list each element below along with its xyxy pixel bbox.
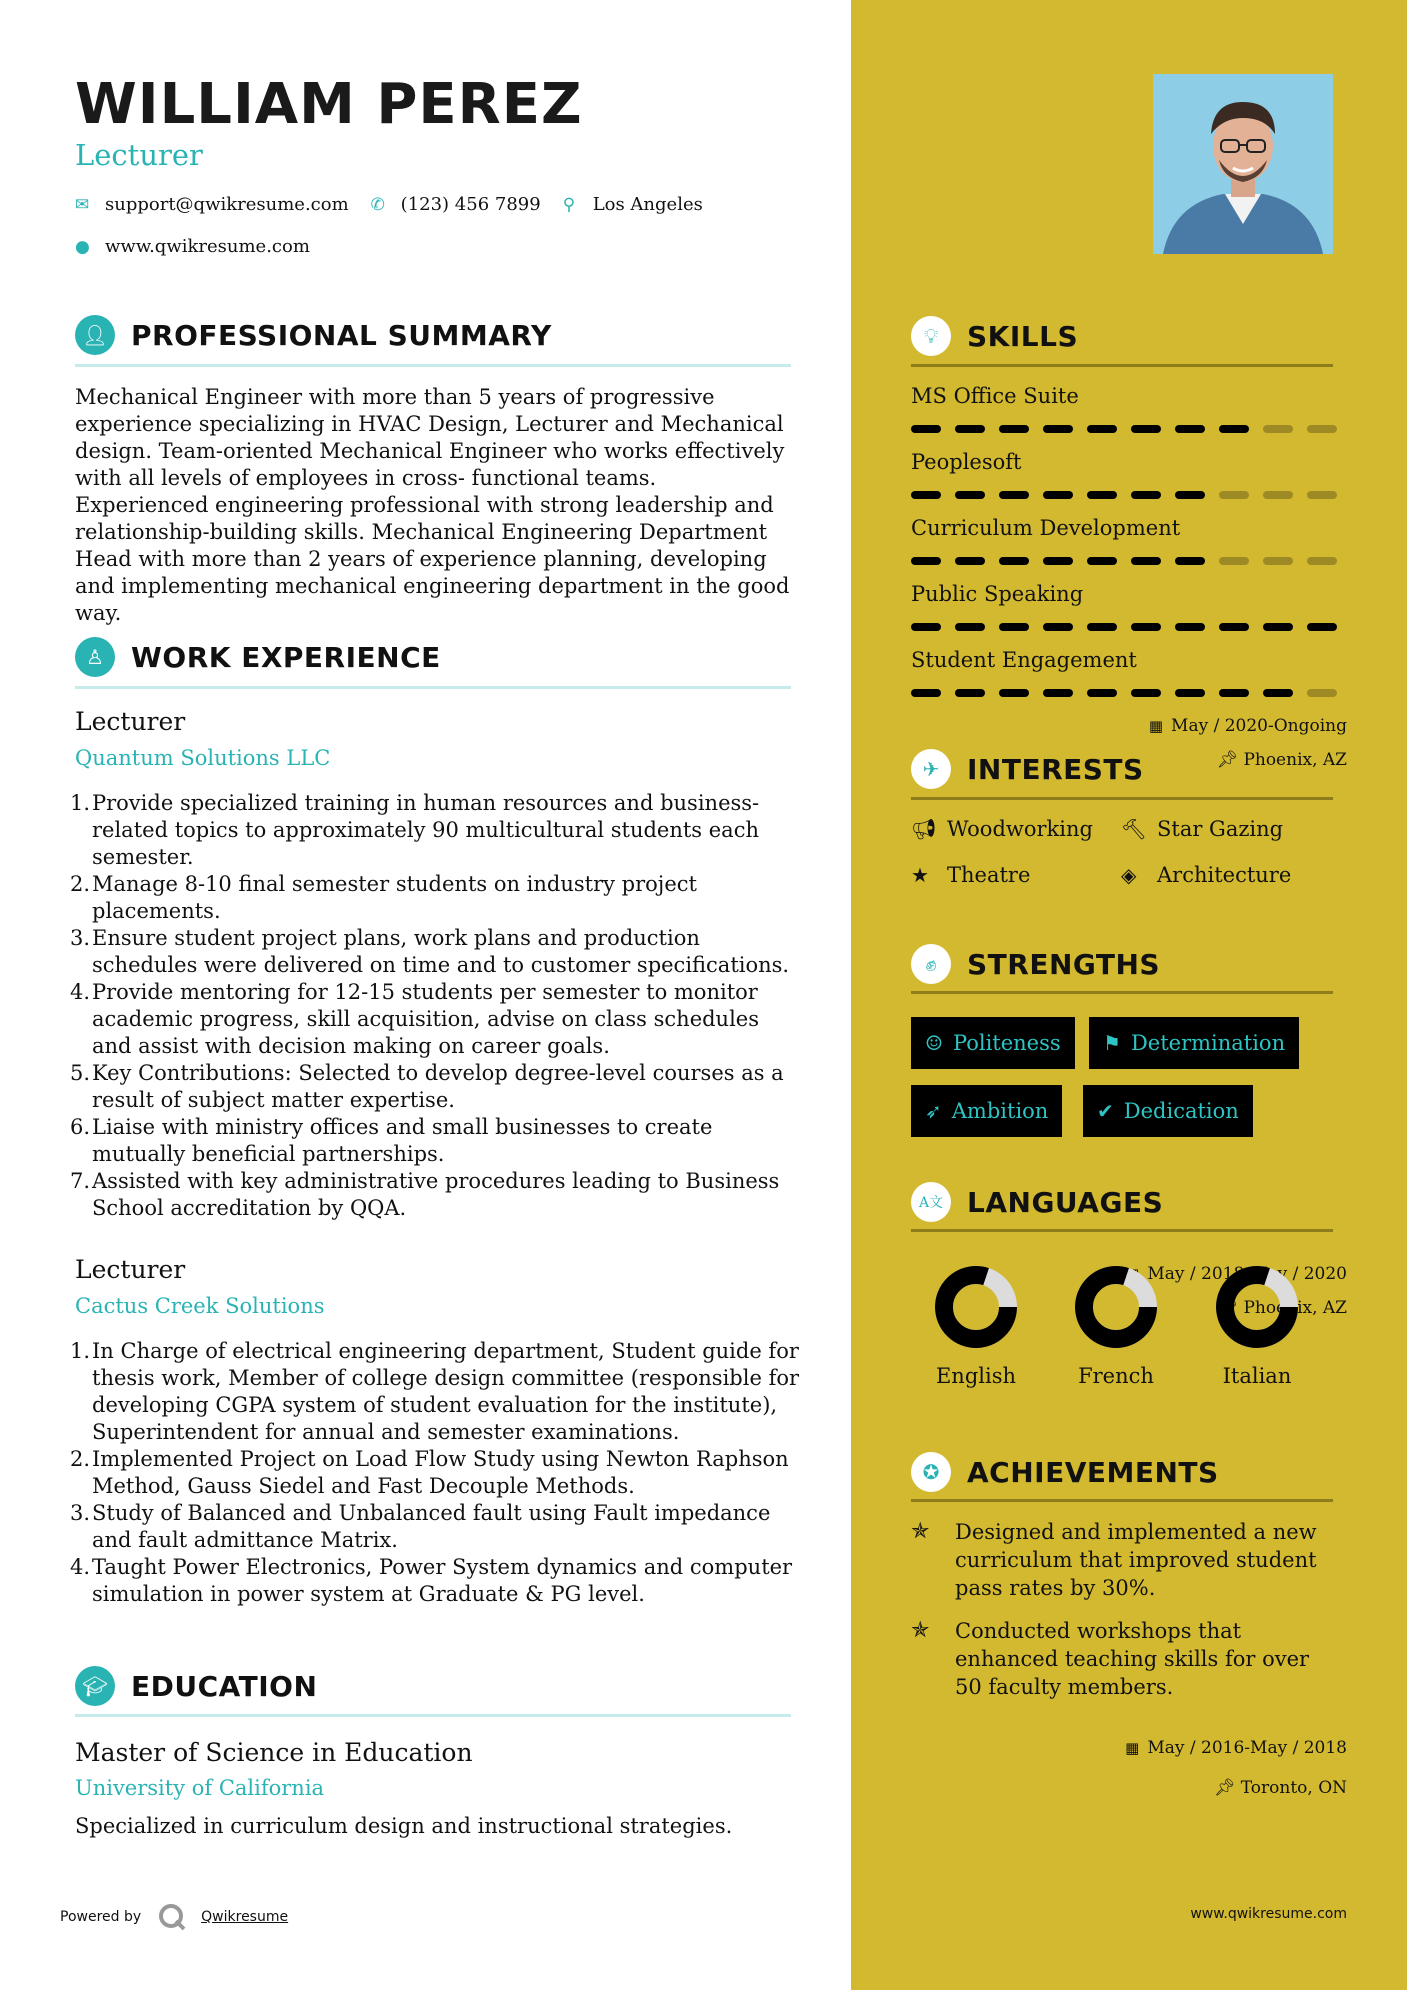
- skill-rating-dash: [911, 425, 941, 433]
- globe-icon: ●: [75, 236, 90, 257]
- interest-item: 📢︎ Woodworking: [911, 817, 1093, 841]
- award-star-icon: ✪: [911, 1452, 951, 1492]
- calendar-icon: ▦: [1125, 1265, 1140, 1283]
- chair-icon: ♙: [75, 637, 115, 677]
- list-item: 4. Taught Power Electronics, Power System dynamics and computer simulation in power system at Graduate & PG level.: [70, 1555, 793, 1606]
- skill-rating-dash: [911, 491, 941, 499]
- skill-rating-dash: [1219, 623, 1249, 631]
- job-bullets: [70, 1338, 800, 1608]
- skill-rating-dash: [1263, 623, 1293, 631]
- language-label: Italian: [1222, 1364, 1292, 1388]
- phone-icon: ✆: [370, 194, 385, 215]
- skill-rating-dash: [1219, 557, 1249, 565]
- language-donut: [1051, 1262, 1181, 1388]
- skill-rating-dash: [1263, 425, 1293, 433]
- interests-divider: [911, 797, 1333, 800]
- ticket-icon: ◈: [1121, 863, 1137, 887]
- shooting-star-icon: ✯: [911, 1618, 930, 1643]
- strength-chip: ✔ Dedication: [1083, 1085, 1253, 1137]
- languages-divider: [911, 1229, 1333, 1232]
- skill-rating-dash: [1307, 425, 1337, 433]
- skill-rating-dash: [955, 689, 985, 697]
- job-date: ▦ May / 2018-May / 2020: [1125, 1264, 1347, 1284]
- skill-rating-dash: [1087, 491, 1117, 499]
- achievements-heading: ✪ ACHIEVEMENTS: [911, 1452, 1219, 1492]
- education-heading: 🎓︎ EDUCATION: [75, 1666, 317, 1706]
- skill-rating-dash: [1175, 491, 1205, 499]
- strength-chip: ⚑ Determination: [1089, 1017, 1299, 1069]
- experience-heading: ♙ WORK EXPERIENCE: [75, 637, 441, 677]
- skill-rating-dash: [911, 623, 941, 631]
- skill-rating-dash: [1219, 425, 1249, 433]
- skill-rating-dash: [1307, 623, 1337, 631]
- education-description: Specialized in curriculum design and instructional strategies.: [75, 1814, 733, 1838]
- skills-heading: 💡︎ SKILLS: [911, 316, 1078, 356]
- list-item: 2. Implemented Project on Load Flow Study using Newton Raphson Method, Gauss Siedel and Fast Decouple Methods.: [70, 1447, 789, 1498]
- skill-rating-dash: [955, 557, 985, 565]
- achievement-item: ✯ Designed and implemented a new curriculum that improved student pass rates by 30%.: [911, 1519, 1317, 1600]
- summary-divider: [75, 364, 791, 367]
- check-circle-icon: ✔: [1097, 1099, 1114, 1123]
- shooting-star-icon: ✯: [911, 1519, 930, 1544]
- strength-chip: ➶ Ambition: [911, 1085, 1062, 1137]
- strengths-heading: ✊︎ STRENGTHS: [911, 944, 1160, 984]
- education-location: 📌︎ Toronto, ON: [1213, 1778, 1347, 1798]
- skill-rating-dash: [1175, 425, 1205, 433]
- email-icon: ✉: [75, 194, 90, 215]
- interests-heading: ✈ INTERESTS: [911, 749, 1144, 789]
- skill-rating: [911, 623, 1351, 631]
- skill-rating-dash: [999, 689, 1029, 697]
- summary-text: Mechanical Engineer with more than 5 years of progressive experience specializing in HVAC Design, Lecturer and Mechanical design. Team-oriented Mechanical Engineer who works effectively with all levels of employees in cross- functional teams. Experienced engineering professional with strong leadership and relationship-building skills. Mechanical Engineering Department Head with more than 2 years of experience planning, developing and implementing mechanical engineering department in the good way.: [75, 385, 790, 625]
- contact-email[interactable]: support@qwikresume.com: [105, 194, 349, 215]
- skill-rating-dash: [999, 491, 1029, 499]
- user-icon: 👤︎: [75, 315, 115, 355]
- skill-rating-dash: [1131, 623, 1161, 631]
- experience-divider: [75, 686, 791, 689]
- skill-rating-dash: [999, 425, 1029, 433]
- skill-rating-dash: [1087, 425, 1117, 433]
- skill-rating-dash: [1043, 623, 1073, 631]
- skill-rating-dash: [999, 623, 1029, 631]
- skill-rating-dash: [1043, 425, 1073, 433]
- graduate-icon: 🎓︎: [75, 1666, 115, 1706]
- skill-rating: [911, 689, 1351, 697]
- achievements-divider: [911, 1499, 1333, 1502]
- list-item: 2. Manage 8-10 final semester students on industry project placements.: [70, 872, 697, 923]
- language-donut: [1192, 1262, 1322, 1388]
- skill-rating-dash: [955, 623, 985, 631]
- skill-rating-dash: [1131, 491, 1161, 499]
- skill-rating-dash: [1131, 425, 1161, 433]
- powered-by: Powered by Qwikresume: [60, 1902, 288, 1932]
- contact-website[interactable]: www.qwikresume.com: [105, 236, 310, 257]
- skill-rating-dash: [1219, 491, 1249, 499]
- job-title: Lecturer: [75, 707, 186, 736]
- skill-rating-dash: [1307, 557, 1337, 565]
- pin-icon: 📌︎: [1216, 750, 1244, 770]
- skill-rating-dash: [1307, 491, 1337, 499]
- smile-icon: ☺: [925, 1031, 943, 1055]
- pin-icon: 📌︎: [1216, 1298, 1244, 1318]
- calendar-icon: ▦: [1148, 717, 1164, 735]
- language-icon: A文: [911, 1182, 951, 1222]
- summary-heading: 👤︎ PROFESSIONAL SUMMARY: [75, 315, 552, 355]
- calendar-icon: ▦: [1125, 1739, 1140, 1757]
- skill-label: Public Speaking: [911, 582, 1084, 606]
- list-item: 5. Key Contributions: Selected to develop degree-level courses as a result of subject matter expertise.: [70, 1061, 784, 1112]
- job-bullets: [70, 790, 800, 1222]
- skill-label: Curriculum Development: [911, 516, 1181, 540]
- candidate-title: Lecturer: [75, 138, 203, 172]
- website-row: [75, 236, 332, 257]
- footer-site[interactable]: www.qwikresume.com: [1190, 1906, 1347, 1922]
- education-divider: [75, 1714, 791, 1717]
- skills-divider: [911, 364, 1333, 367]
- education-date: ▦ May / 2016-May / 2018: [1125, 1738, 1347, 1758]
- skill-label: Student Engagement: [911, 648, 1137, 672]
- school-name: University of California: [75, 1776, 325, 1800]
- job-location: 📌︎ Phoenix, AZ: [1216, 750, 1347, 770]
- list-item: 6. Liaise with ministry offices and small businesses to create mutually beneficial partnerships.: [70, 1115, 713, 1166]
- skill-rating-dash: [1307, 689, 1337, 697]
- skill-rating-dash: [1175, 557, 1205, 565]
- strengths-divider: [911, 991, 1333, 994]
- location-pin-icon: ⚲: [562, 194, 576, 215]
- candidate-name: WILLIAM PEREZ: [75, 72, 583, 137]
- skill-rating-dash: [1175, 623, 1205, 631]
- skill-rating: [911, 491, 1351, 499]
- job-location: 📌︎ Phoenix, AZ: [1216, 1298, 1347, 1318]
- degree-title: Master of Science in Education: [75, 1738, 473, 1767]
- skill-rating-dash: [1263, 689, 1293, 697]
- skill-rating-dash: [1175, 689, 1205, 697]
- contact-phone[interactable]: (123) 456 7899: [400, 194, 541, 215]
- profile-photo: [1153, 74, 1333, 254]
- list-item: 7. Assisted with key administrative procedures leading to Business School accreditation by QQA.: [70, 1169, 780, 1220]
- job-date: ▦ May / 2020-Ongoing: [1148, 716, 1347, 736]
- contact-location: Los Angeles: [592, 194, 703, 215]
- interest-item: ★ Theatre: [911, 863, 1031, 887]
- language-donut: [911, 1262, 1041, 1388]
- megaphone-icon: 📢︎: [911, 817, 937, 841]
- skill-rating-dash: [1043, 557, 1073, 565]
- language-label: French: [1078, 1364, 1154, 1388]
- skill-rating: [911, 557, 1351, 565]
- fist-icon: ✊︎: [911, 944, 951, 984]
- skill-rating-dash: [1131, 557, 1161, 565]
- skill-rating-dash: [999, 557, 1029, 565]
- skill-label: Peoplesoft: [911, 450, 1022, 474]
- skill-rating-dash: [1043, 689, 1073, 697]
- job-company: Cactus Creek Solutions: [75, 1294, 325, 1318]
- list-item: 1. Provide specialized training in human resources and business-related topics to approximately 90 multicultural students each semester.: [70, 791, 760, 869]
- skill-rating: [911, 425, 1351, 433]
- flag-icon: ⚑: [1103, 1031, 1121, 1055]
- gavel-icon: 🔨︎: [1121, 817, 1147, 841]
- skill-rating-dash: [1087, 557, 1117, 565]
- paper-plane-icon: ✈: [911, 749, 951, 789]
- job-title: Lecturer: [75, 1255, 186, 1284]
- skill-rating-dash: [1087, 689, 1117, 697]
- language-label: English: [935, 1364, 1017, 1388]
- skill-label: MS Office Suite: [911, 384, 1079, 408]
- rocket-icon: ➶: [925, 1099, 942, 1123]
- skill-rating-dash: [1131, 689, 1161, 697]
- list-item: 1. In Charge of electrical engineering department, Student guide for thesis work, Member of college design committee (responsible for developing CGPA system of student evaluation for the institute), Superintendent for annual and semester examinations.: [70, 1339, 800, 1444]
- list-item: 3. Study of Balanced and Unbalanced fault using Fault impedance and fault admittance Matrix.: [70, 1501, 771, 1552]
- interest-item: ◈ Architecture: [1121, 863, 1292, 887]
- languages-heading: A文 LANGUAGES: [911, 1182, 1163, 1222]
- pin-icon: 📌︎: [1213, 1778, 1241, 1798]
- list-item: 3. Ensure student project plans, work plans and production schedules were delivered on time and to customer specifications.: [70, 926, 790, 977]
- job-company: Quantum Solutions LLC: [75, 746, 331, 770]
- skill-rating-dash: [1043, 491, 1073, 499]
- skill-rating-dash: [955, 425, 985, 433]
- star-icon: ★: [911, 863, 929, 887]
- achievement-item: ✯ Conducted workshops that enhanced teaching skills for over 50 faculty members.: [911, 1618, 1310, 1699]
- skill-rating-dash: [1263, 491, 1293, 499]
- list-item: 4. Provide mentoring for 12-15 students per semester to monitor academic progress, skill acquisition, advise on class schedules and assist with decision making on career goals.: [70, 980, 760, 1058]
- skill-rating-dash: [1263, 557, 1293, 565]
- skill-rating-dash: [955, 491, 985, 499]
- skill-rating-dash: [911, 557, 941, 565]
- skill-rating-dash: [1219, 689, 1249, 697]
- lightbulb-icon: 💡︎: [911, 316, 951, 356]
- contact-row: [75, 194, 725, 215]
- qwikresume-logo-icon: [157, 1902, 187, 1932]
- strength-chip: ☺ Politeness: [911, 1017, 1075, 1069]
- interest-item: 🔨︎ Star Gazing: [1121, 817, 1284, 841]
- brand-link[interactable]: Qwikresume: [201, 1909, 289, 1925]
- skill-rating-dash: [1087, 623, 1117, 631]
- skill-rating-dash: [911, 689, 941, 697]
